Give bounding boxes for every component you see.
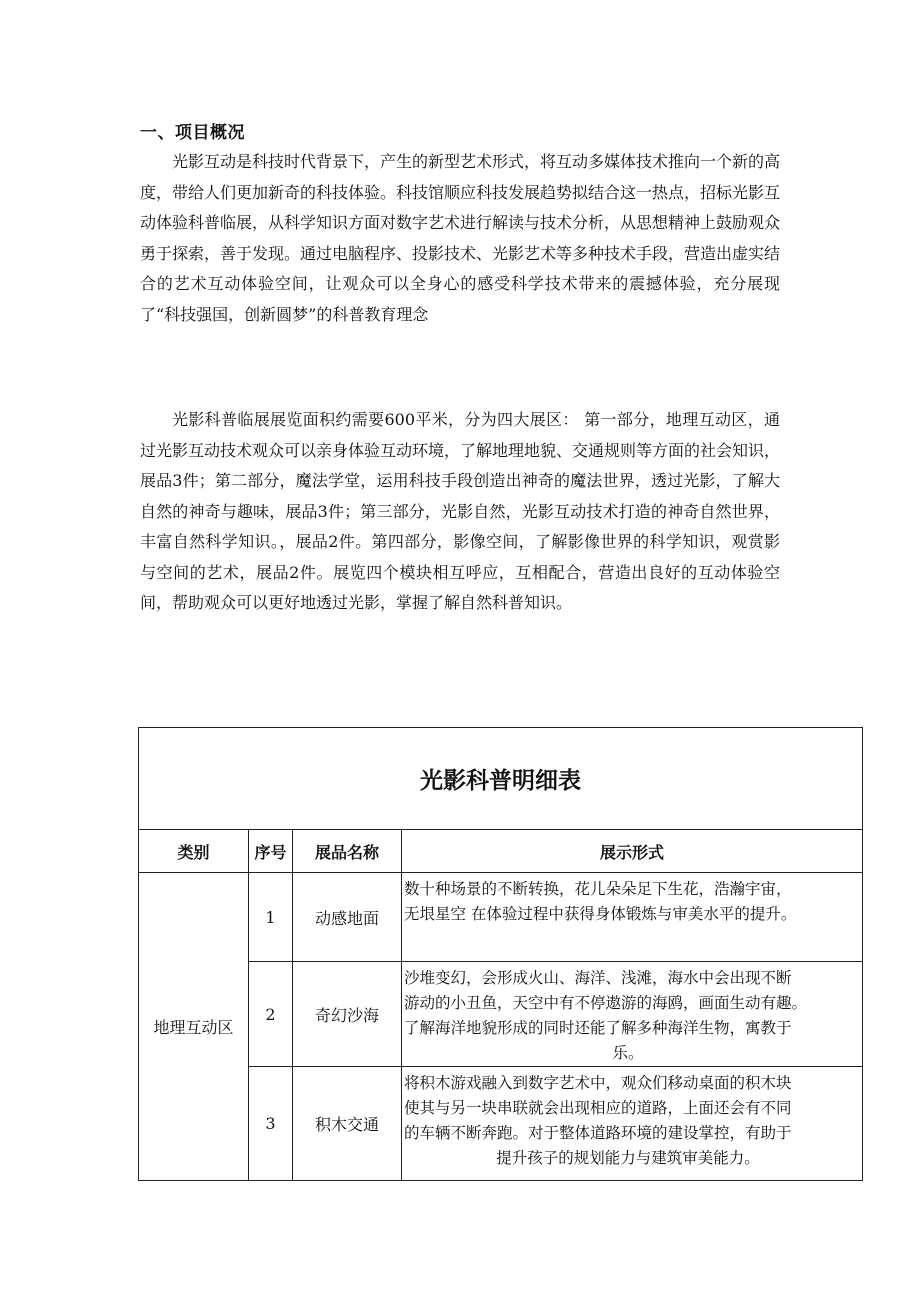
exhibit-detail-table <box>138 727 863 1181</box>
index-cell: 1 <box>249 873 293 962</box>
header-form: 展示形式 <box>402 830 863 873</box>
description-line: 乐。 <box>612 1044 644 1062</box>
overview-paragraph-1: 光影互动是科技时代背景下，产生的新型艺术形式，将互动多媒体技术推向一个新的高度，带给人们更加新奇的科技体验。科技馆顺应科技发展趋势拟结合这一热点，招标光影互动体验科普临展，从科学知识方面对数字艺术进行解读与技术分析，从思想精神上鼓励观众勇于探索，善于发现。通过电脑程序、投影技术、光影艺术等多种技术手段，营造出虚实结合的艺术互动体验空间，让观众可以全身心的感受科学技术带来的震撼体验，充分展现了“科技强国，创新圆梦”的科普教育理念 <box>140 152 781 324</box>
description-line: 使其与另一块串联就会出现相应的道路，上面还会有不同 <box>404 1099 792 1117</box>
exhibit-name-cell: 动感地面 <box>293 873 402 962</box>
table-title: 光影科普明细表 <box>139 728 863 830</box>
section-heading: 一、项目概况 <box>140 123 245 143</box>
description-line: 将积木游戏融入到数字艺术中，观众们移动桌面的积木块 <box>404 1074 792 1092</box>
overview-paragraph-2: 光影科普临展展览面积约需要600平米，分为四大展区： 第一部分，地理互动区，通过光影互动技术观众可以亲身体验互动环境，了解地理地貌、交通规则等方面的社会知识，展品3件；第二部分，魔法学堂，运用科技手段创造出神奇的魔法世界，透过光影，了解大自然的神奇与趣味，展品3件；第三部分，光影自然，光影互动技术打造的神奇自然世界，丰富自然科学知识。，展品2件。第四部分，影像空间，了解影像世界的科学知识，观赏影与空间的艺术，展品2件。展览四个模块相互呼应，互相配合，营造出良好的互动体验空间，帮助观众可以更好地透过光影，掌握了解自然科普知识。 <box>140 410 781 612</box>
description-line: 的车辆不断奔跑。对于整体道路环境的建设掌控，有助于 <box>404 1124 792 1142</box>
header-category: 类别 <box>139 830 249 873</box>
exhibit-name-cell: 奇幻沙海 <box>293 962 402 1067</box>
description-line: 数十种场景的不断转换，花儿朵朵足下生花，浩瀚宇宙， <box>404 880 792 898</box>
header-index: 序号 <box>249 830 293 873</box>
description-cell <box>402 1067 863 1181</box>
exhibit-name-cell: 积木交通 <box>293 1067 402 1181</box>
index-cell: 3 <box>249 1067 293 1181</box>
description-line: 了解海洋地貌形成的同时还能了解多种海洋生物，寓教于 <box>404 1019 792 1037</box>
description-line: 游动的小丑鱼，天空中有不停遨游的海鸥，画面生动有趣。 <box>404 994 808 1012</box>
description-cell <box>402 962 863 1067</box>
category-cell: 地理互动区 <box>139 873 249 1181</box>
index-cell: 2 <box>249 962 293 1067</box>
description-cell <box>402 873 863 962</box>
header-name: 展品名称 <box>293 830 402 873</box>
description-line: 提升孩子的规划能力与建筑审美能力。 <box>496 1149 760 1167</box>
description-line: 无垠星空 在体验过程中获得身体锻炼与审美水平的提升。 <box>404 905 797 923</box>
table-row <box>139 873 863 962</box>
description-line: 沙堆变幻，会形成火山、海洋、浅滩，海水中会出现不断 <box>404 969 792 987</box>
